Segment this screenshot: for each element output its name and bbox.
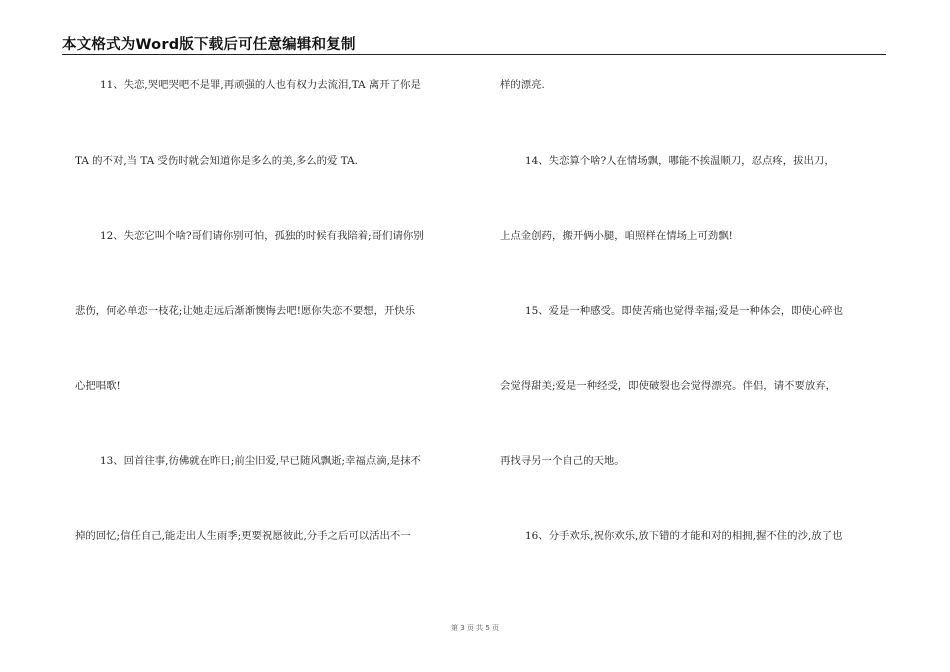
text-line: 再找寻另一个自己的天地。	[500, 455, 625, 467]
text-line: 样的漂亮.	[500, 79, 545, 91]
text-line: 14、失恋算个啥?人在情场飘，哪能不挨温顺刀，忍点疼，拔出刀，	[525, 155, 835, 167]
text-line: 悲伤，何必单恋一枝花;让她走远后渐渐懊悔去吧!愿你失恋不要想，开快乐	[75, 305, 416, 317]
page-title: 本文格式为Word版下载后可任意编辑和复制	[62, 37, 356, 53]
text-line: 11、失恋,哭吧哭吧不是罪,再顽强的人也有权力去流泪,TA 离开了你是	[100, 79, 421, 91]
text-line: 会觉得甜美;爱是一种经受，即使破裂也会觉得漂亮。伴侣，请不要放弃，	[500, 380, 836, 392]
text-line: 12、失恋它叫个啥?哥们请你别可怕，孤独的时候有我陪着;哥们请你别	[100, 230, 424, 242]
text-line: 上点金创药，搬开俩小腿，咱照样在情场上可劲飘!	[500, 230, 733, 242]
text-line: 13、回首往事,彷佛就在昨日;前尘旧爱,早已随风飘逝;幸福点滴,是抹不	[100, 455, 422, 467]
text-line: 掉的回忆;信任自己,能走出人生雨季;更要祝愿彼此,分手之后可以活出不一	[75, 530, 411, 542]
text-line: TA 的不对,当 TA 受伤时就会知道你是多么的美,多么的爱 TA.	[75, 155, 358, 167]
text-line: 16、分手欢乐,祝你欢乐,放下错的才能和对的相拥,握不住的沙,放了也	[525, 530, 843, 542]
page-number: 第 3 页 共 5 页	[450, 624, 500, 632]
text-line: 心把唱歌!	[75, 380, 121, 392]
header-divider	[62, 54, 886, 55]
text-line: 15、爱是一种感受。即使苦痛也觉得幸福;爱是一种体会，即使心碎也	[525, 305, 844, 317]
